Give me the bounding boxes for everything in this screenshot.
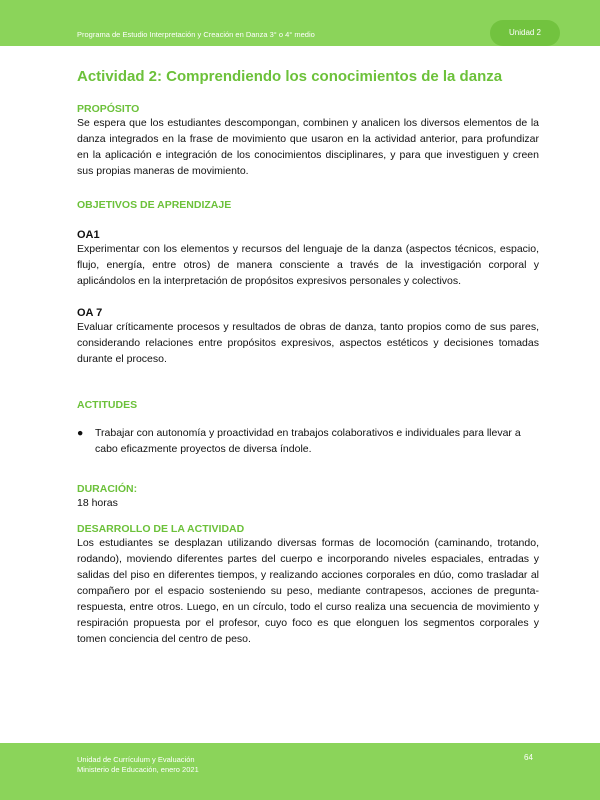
development-heading: DESARROLLO DE LA ACTIVIDAD xyxy=(77,523,245,535)
attitude-text: Trabajar con autonomía y proactividad en trabajos colaborativos e individuales para llevar a cabo eficazmente proyectos de diversa índole. xyxy=(95,427,521,455)
objectives-heading: OBJETIVOS DE APRENDIZAJE xyxy=(77,199,232,211)
page-content xyxy=(77,68,539,647)
duration-value: 18 horas xyxy=(77,497,118,509)
activity-title: Actividad 2: Comprendiendo los conocimientos de la danza xyxy=(77,68,503,85)
footer-line1: Unidad de Currículum y Evaluación xyxy=(77,755,195,764)
duration-heading: DURACIÓN: xyxy=(77,483,138,495)
bullet-icon: ● xyxy=(77,427,84,439)
oa7-text: Evaluar críticamente procesos y resultados de obras de danza, tanto propios como de sus pares, considerando relaciones entre propósitos expresivos, aspectos estéticos y decisiones tomadas durante el proceso. xyxy=(77,321,539,365)
footer-line2: Ministerio de Educación, enero 2021 xyxy=(77,765,199,774)
attitudes-heading: ACTITUDES xyxy=(77,399,138,411)
page-number: 64 xyxy=(524,753,533,762)
oa1-text: Experimentar con los elementos y recursos del lenguaje de la danza (aspectos técnicos, espacio, flujo, energía, entre otros) de manera consciente a través de la investigación corporal y aplicándolos en la interpretación de propósitos expresivos personales y colectivos. xyxy=(77,243,539,287)
purpose-heading: PROPÓSITO xyxy=(77,103,140,115)
purpose-text: Se espera que los estudiantes descompongan, combinen y analicen los diversos elementos de la danza integrados en la frase de movimiento que usaron en la actividad anterior, para profundizar en la aplicación e integración de los conocimientos disciplinares, y para que investiguen y creen sus propias maneras de movimiento. xyxy=(77,117,539,177)
page-footer xyxy=(0,743,600,800)
unit-badge: Unidad 2 xyxy=(490,20,560,46)
program-title: Programa de Estudio Interpretación y Creación en Danza 3° o 4° medio xyxy=(77,30,315,39)
development-text: Los estudiantes se desplazan utilizando diversas formas de locomoción (caminando, trotando, rodando), moviendo diferentes partes del cuerpo e incorporando niveles espaciales, entradas y salidas del piso en diferentes tiempos, y realizando acciones corporales en dúo, como trasladar al compañero por el espacio sosteniendo su peso, mediante contrapesos, acciones de pregunta-respuesta, entre otros. Luego, en un círculo, todo el curso realiza una secuencia de movimiento y respiración propuesta por el profesor, cuyo foco es que elonguen los segmentos corporales y tomen conciencia del centro de peso. xyxy=(77,537,539,645)
oa1-code: OA1 xyxy=(77,229,100,241)
attitude-item xyxy=(77,425,539,457)
page-header xyxy=(0,0,600,46)
oa7-code: OA 7 xyxy=(77,307,103,319)
